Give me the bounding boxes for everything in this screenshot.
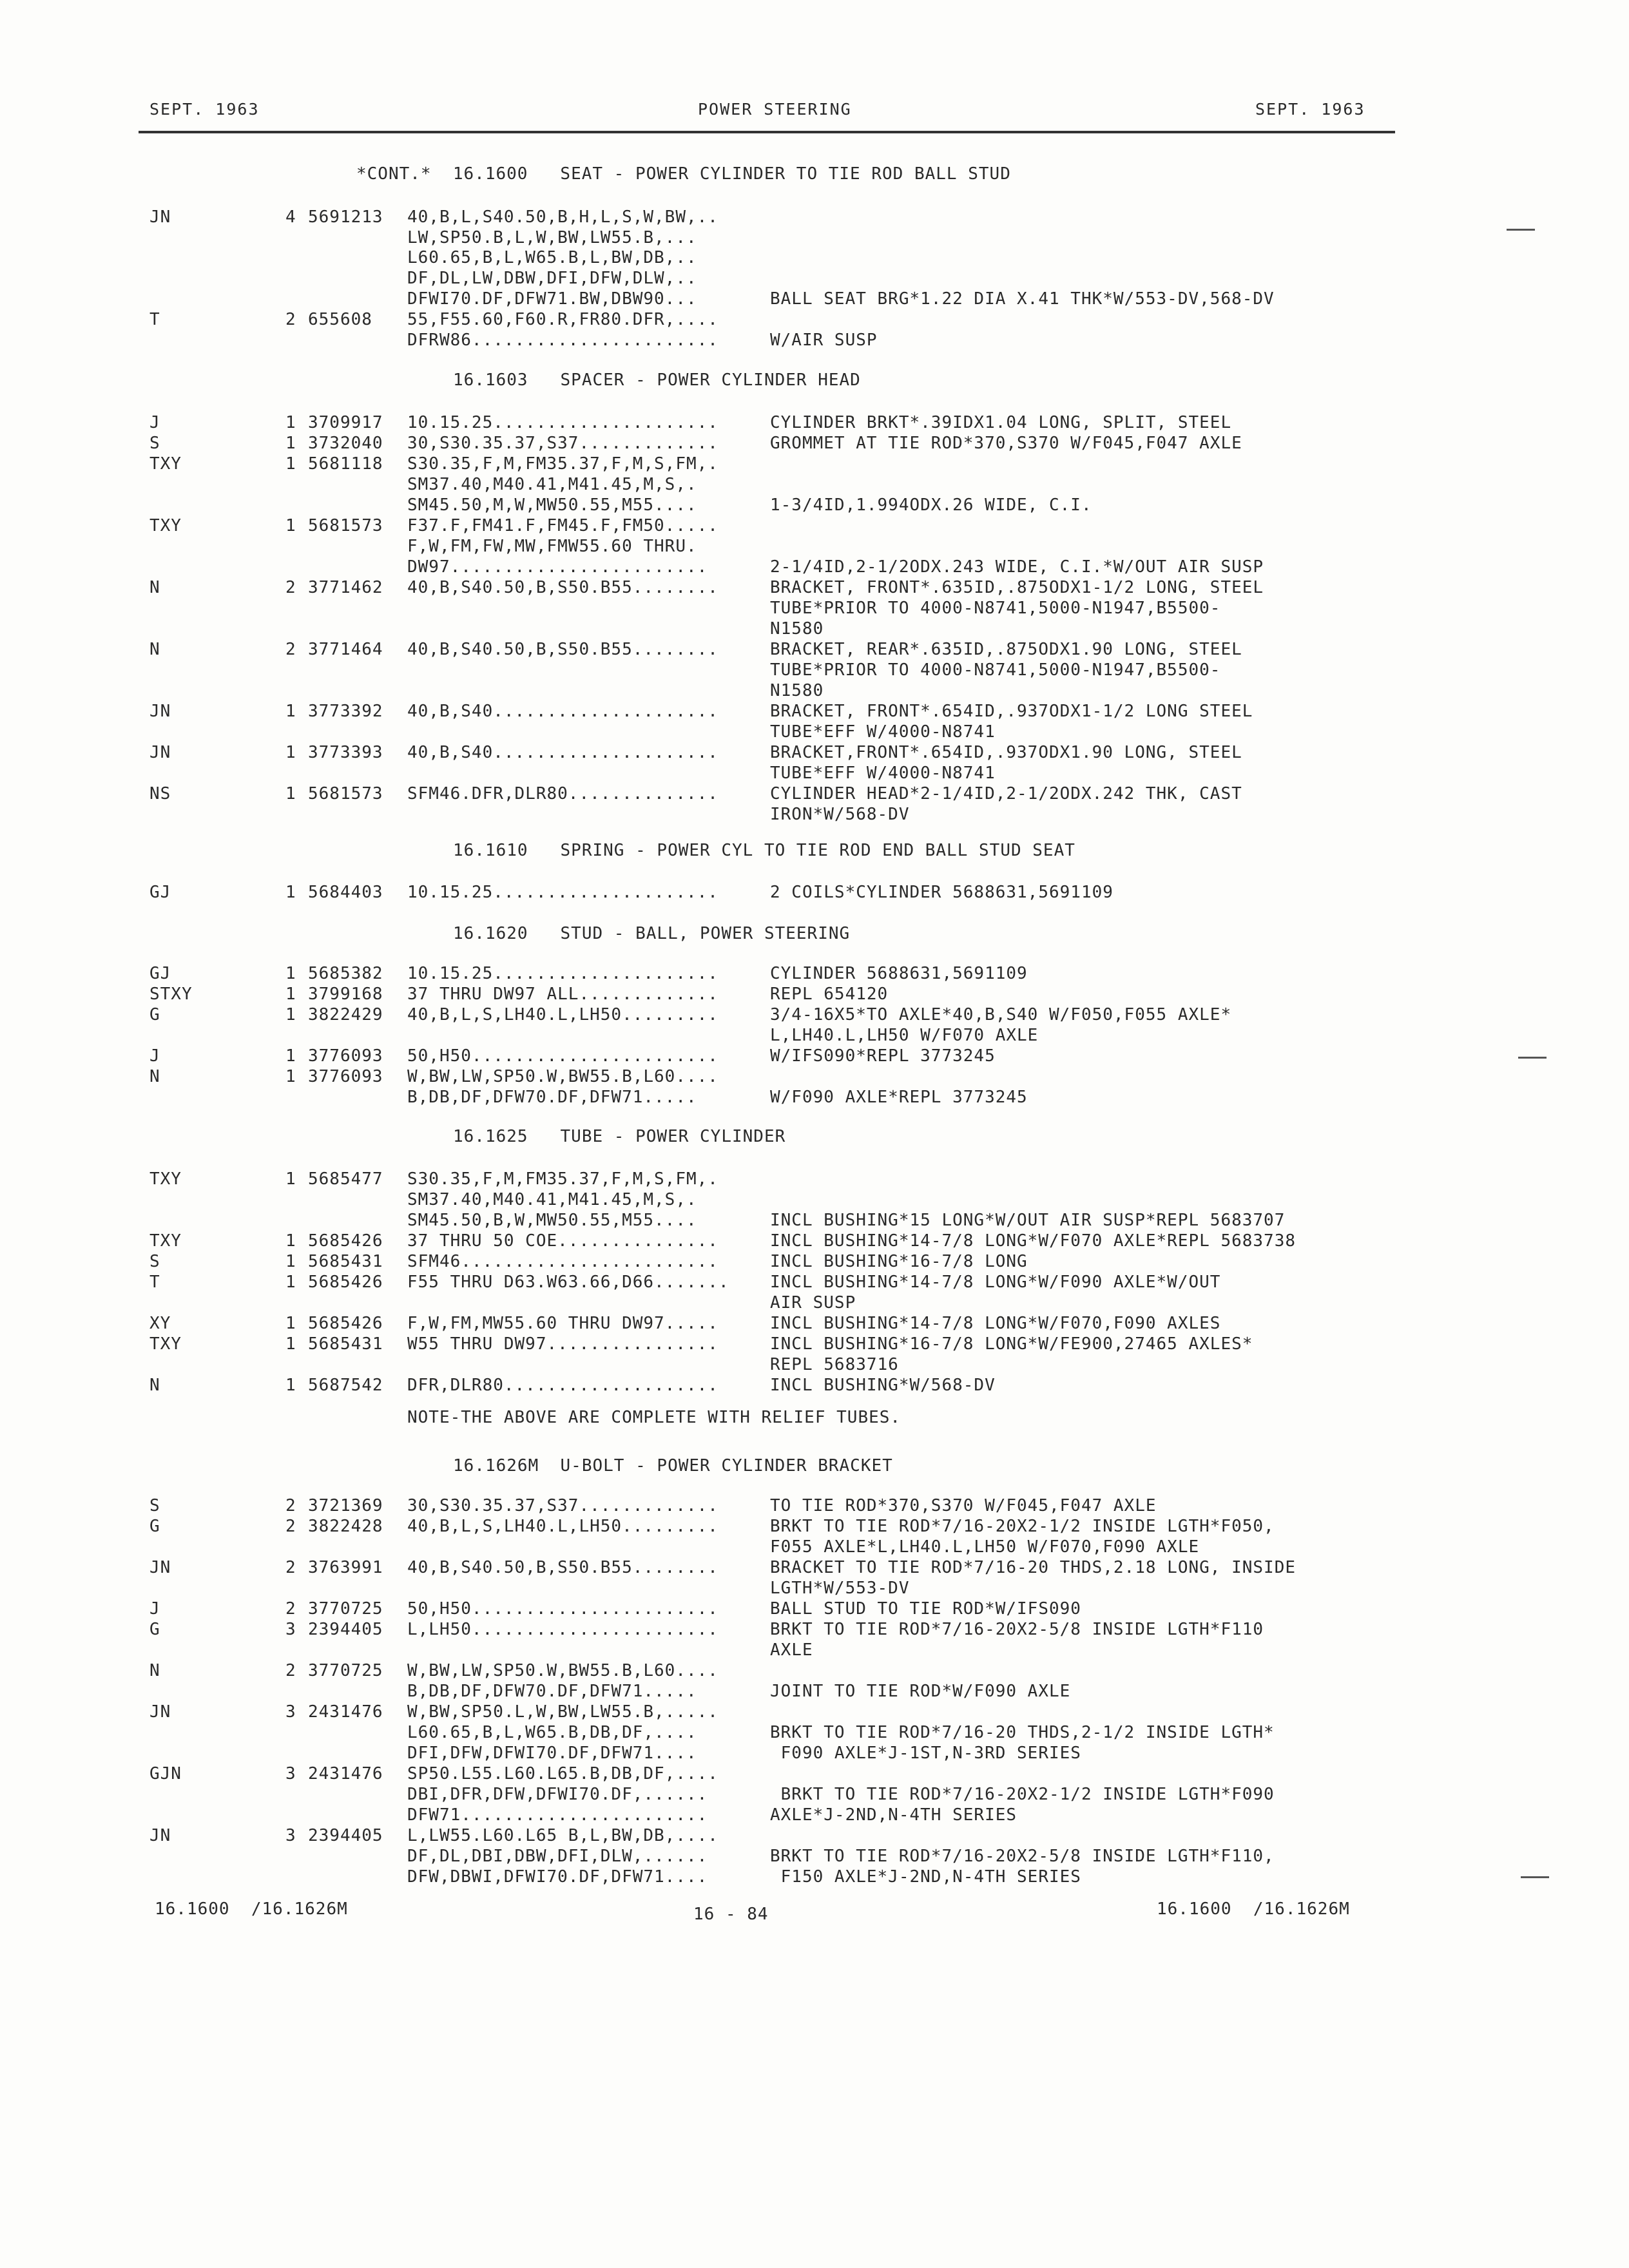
description: BRKT TO TIE ROD*7/16-20X2-5/8 INSIDE LGTH*F110 [770,1620,1264,1639]
part-number: 5684403 [308,883,383,902]
quantity: 1 [285,985,296,1004]
table-row [0,1558,1629,1579]
section-title: 16.1620 STUD - BALL, POWER STEERING [453,924,851,943]
sales-code: JN [149,743,171,762]
table-row [0,1496,1629,1517]
application: SP50.L55.L60.L65.B,DB,DF,.... [407,1764,718,1783]
description: N1580 [770,619,824,639]
quantity: 3 [285,1826,296,1845]
quantity: 2 [285,1496,296,1515]
sales-code: N [149,578,160,597]
sales-code: GJ [149,883,171,902]
section-title: 16.1610 SPRING - POWER CYL TO TIE ROD END BALL STUD SEAT [453,841,1075,860]
description: BALL STUD TO TIE ROD*W/IFS090 [770,1599,1081,1619]
table-row [0,883,1629,903]
description: BRKT TO TIE ROD*7/16-20 THDS,2-1/2 INSIDE LGTH* [770,1723,1275,1742]
application: DFW,DBWI,DFWI70.DF,DFW71.... [407,1867,708,1887]
table-row [0,1537,1629,1558]
footer-right-range: 16.1600 /16.1626M [1157,1899,1350,1919]
section-title: 16.1626M U-BOLT - POWER CYLINDER BRACKET [453,1456,893,1475]
description: BRACKET TO TIE ROD*7/16-20 THDS,2.18 LONG, INSIDE [770,1558,1296,1577]
description: INCL BUSHING*14-7/8 LONG*W/F070,F090 AXLES [770,1314,1221,1333]
part-number: 5681118 [308,454,383,474]
description: INCL BUSHING*15 LONG*W/OUT AIR SUSP*REPL 5683707 [770,1211,1286,1230]
part-number: 3770725 [308,1661,383,1680]
description: CYLINDER HEAD*2-1/4ID,2-1/2ODX.242 THK, CAST [770,784,1242,803]
application: 37 THRU DW97 ALL............. [407,985,718,1004]
application: W,BW,LW,SP50.W,BW55.B,L60.... [407,1067,718,1086]
table-row [0,1847,1629,1867]
quantity: 1 [285,413,296,432]
table-row [0,454,1629,475]
table-row [0,516,1629,537]
quantity: 3 [285,1764,296,1783]
sales-code: NS [149,784,171,803]
application: DFI,DFW,DFWI70.DF,DFW71.... [407,1744,697,1763]
table-row [0,434,1629,454]
description: TUBE*PRIOR TO 4000-N8741,5000-N1947,B5500- [770,660,1221,680]
sales-code: JN [149,1702,171,1722]
description: L,LH40.L,LH50 W/F070 AXLE [770,1026,1039,1045]
quantity: 1 [285,743,296,762]
application: B,DB,DF,DFW70.DF,DFW71..... [407,1088,697,1107]
part-number: 2394405 [308,1620,383,1639]
section-title: 16.1603 SPACER - POWER CYLINDER HEAD [453,370,861,390]
application: 37 THRU 50 COE............... [407,1231,718,1251]
description: 3/4-16X5*TO AXLE*40,B,S40 W/F050,F055 AXLE* [770,1005,1232,1024]
sales-code: JN [149,1826,171,1845]
sales-code: S [149,1496,160,1515]
quantity: 1 [285,1334,296,1354]
sales-code: TXY [149,1231,182,1251]
sales-code: GJ [149,964,171,983]
quantity: 1 [285,883,296,902]
description: CYLINDER 5688631,5691109 [770,964,1028,983]
table-row [0,640,1629,660]
description: IRON*W/568-DV [770,805,910,824]
quantity: 1 [285,1252,296,1271]
part-number: 2394405 [308,1826,383,1845]
description: AIR SUSP [770,1293,856,1312]
table-row [0,1355,1629,1376]
application: 40,B,L,S,LH40.L,LH50......... [407,1005,718,1024]
table-row [0,1682,1629,1702]
table-row [0,1620,1629,1640]
part-number: 3709917 [308,413,383,432]
table-row [0,1702,1629,1723]
table-row [0,228,1629,249]
table-row [0,660,1629,681]
sales-code: JN [149,702,171,721]
table-row [0,1046,1629,1067]
description: W/F090 AXLE*REPL 3773245 [770,1088,1028,1107]
description: BRACKET, FRONT*.654ID,.937ODX1-1/2 LONG STEEL [770,702,1253,721]
description: JOINT TO TIE ROD*W/F090 AXLE [770,1682,1071,1701]
application: S30.35,F,M,FM35.37,F,M,S,FM,. [407,454,718,474]
description: REPL 654120 [770,985,889,1004]
part-number: 5685431 [308,1334,383,1354]
table-row [0,1826,1629,1847]
sales-code: J [149,1599,160,1619]
description: BRKT TO TIE ROD*7/16-20X2-1/2 INSIDE LGTH*F090 [770,1785,1275,1804]
sales-code: TXY [149,1334,182,1354]
description: INCL BUSHING*16-7/8 LONG [770,1252,1028,1271]
table-row [0,1231,1629,1252]
table-row [0,1252,1629,1273]
quantity: 3 [285,1620,296,1639]
application: DBI,DFR,DFW,DFWI70.DF,...... [407,1785,708,1804]
application: 40,B,S40..................... [407,743,718,762]
part-number: 5687542 [308,1376,383,1395]
sales-code: T [149,1273,160,1292]
description: F090 AXLE*J-1ST,N-3RD SERIES [770,1744,1081,1763]
table-row [0,1764,1629,1785]
table-row [0,784,1629,805]
application: 30,S30.35.37,S37............. [407,434,718,453]
quantity: 2 [285,310,296,329]
description: 2-1/4ID,2-1/2ODX.243 WIDE, C.I.*W/OUT AIR SUSP [770,557,1264,577]
quantity: 1 [285,434,296,453]
description: GROMMET AT TIE ROD*370,S370 W/F045,F047 AXLE [770,434,1242,453]
application: DW97........................ [407,557,708,577]
table-row [0,1190,1629,1211]
description: INCL BUSHING*W/568-DV [770,1376,996,1395]
part-number: 3773392 [308,702,383,721]
quantity: 1 [285,784,296,803]
application: 50,H50....................... [407,1046,718,1066]
quantity: 2 [285,1558,296,1577]
description: AXLE*J-2ND,N-4TH SERIES [770,1805,1017,1825]
table-row [0,1169,1629,1190]
application: L,LH50....................... [407,1620,718,1639]
sales-code: J [149,1046,160,1066]
sales-code: S [149,1252,160,1271]
application: 55,F55.60,F60.R,FR80.DFR,.... [407,310,718,329]
quantity: 1 [285,1005,296,1024]
description: INCL BUSHING*16-7/8 LONG*W/FE900,27465 AXLES* [770,1334,1253,1354]
part-number: 2431476 [308,1764,383,1783]
table-row [0,722,1629,743]
application: SM37.40,M40.41,M41.45,M,S,. [407,1190,697,1209]
quantity: 2 [285,1661,296,1680]
footer-left-range: 16.1600 /16.1626M [155,1899,348,1919]
table-row [0,805,1629,825]
application: SFM46.DFR,DLR80.............. [407,784,718,803]
application: SM37.40,M40.41,M41.45,M,S,. [407,475,697,494]
part-number: 5685431 [308,1252,383,1271]
part-number: 3770725 [308,1599,383,1619]
quantity: 1 [285,1046,296,1066]
footer-page-number: 16 - 84 [693,1905,769,1924]
table-row [0,207,1629,228]
table-row [0,619,1629,640]
quantity: 1 [285,1231,296,1251]
header-title: POWER STEERING [698,100,852,119]
margin-tick [1518,1057,1547,1059]
part-number: 5685426 [308,1314,383,1333]
table-row [0,1334,1629,1355]
sales-code: XY [149,1314,171,1333]
table-row [0,964,1629,985]
sales-code: JN [149,207,171,227]
description: N1580 [770,681,824,700]
application: 40,B,S40..................... [407,702,718,721]
sales-code: T [149,310,160,329]
quantity: 2 [285,1517,296,1536]
table-row [0,1211,1629,1231]
table-row [0,1640,1629,1661]
table-row [0,743,1629,764]
description: BRACKET, FRONT*.635ID,.875ODX1-1/2 LONG, STEEL [770,578,1264,597]
description: BRACKET, REAR*.635ID,.875ODX1.90 LONG, STEEL [770,640,1242,659]
application: W,BW,SP50.L,W,BW,LW55.B,..... [407,1702,718,1722]
table-row [0,1088,1629,1108]
part-number: 5681573 [308,784,383,803]
application: B,DB,DF,DFW70.DF,DFW71..... [407,1682,697,1701]
sales-code: N [149,1067,160,1086]
sales-code: S [149,434,160,453]
application: DF,DL,DBI,DBW,DFI,DLW,...... [407,1847,708,1866]
quantity: 2 [285,640,296,659]
application: S30.35,F,M,FM35.37,F,M,S,FM,. [407,1169,718,1189]
table-row [0,1314,1629,1334]
description: AXLE [770,1640,813,1660]
part-number: 5681573 [308,516,383,535]
application: 40,B,S40.50,B,S50.B55........ [407,578,718,597]
table-row [0,310,1629,331]
part-number: 3732040 [308,434,383,453]
table-row [0,269,1629,289]
sales-code: JN [149,1558,171,1577]
table-row [0,599,1629,619]
description: BRKT TO TIE ROD*7/16-20X2-5/8 INSIDE LGTH*F110, [770,1847,1275,1866]
part-number: 5685426 [308,1231,383,1251]
part-number: 5691213 [308,207,383,227]
application: SM45.50,M,W,MW50.55,M55.... [407,495,697,515]
description: 2 COILS*CYLINDER 5688631,5691109 [770,883,1113,902]
description: TUBE*EFF W/4000-N8741 [770,764,996,783]
quantity: 1 [285,702,296,721]
part-number: 3771462 [308,578,383,597]
part-number: 3822428 [308,1517,383,1536]
description: TUBE*EFF W/4000-N8741 [770,722,996,742]
application: DF,DL,LW,DBW,DFI,DFW,DLW,.. [407,269,697,288]
application: 10.15.25..................... [407,964,718,983]
quantity: 3 [285,1702,296,1722]
quantity: 2 [285,1599,296,1619]
relief-tubes-note: NOTE-THE ABOVE ARE COMPLETE WITH RELIEF TUBES. [407,1408,901,1427]
header-left-date: SEPT. 1963 [149,100,260,119]
part-number: 3776093 [308,1046,383,1066]
table-row [0,1293,1629,1314]
application: LW,SP50.B,L,W,BW,LW55.B,... [407,228,697,247]
application: L,LW55.L60.L65 B,L,BW,DB,.... [407,1826,718,1845]
quantity: 2 [285,578,296,597]
table-row [0,1723,1629,1744]
description: INCL BUSHING*14-7/8 LONG*W/F090 AXLE*W/OUT [770,1273,1221,1292]
part-number: 3763991 [308,1558,383,1577]
application: W55 THRU DW97................ [407,1334,718,1354]
part-number: 5685382 [308,964,383,983]
description: TUBE*PRIOR TO 4000-N8741,5000-N1947,B5500- [770,599,1221,618]
application: F,W,FM,FW,MW,FMW55.60 THRU. [407,537,697,556]
table-row [0,248,1629,269]
table-row [0,1026,1629,1046]
description: F150 AXLE*J-2ND,N-4TH SERIES [770,1867,1081,1887]
part-number: 655608 [308,310,372,329]
section-title: *CONT.* 16.1600 SEAT - POWER CYLINDER TO TIE ROD BALL STUD [356,164,1011,184]
application: F37.F,FM41.F,FM45.F,FM50..... [407,516,718,535]
table-row [0,1273,1629,1293]
table-row [0,985,1629,1005]
sales-code: STXY [149,985,193,1004]
application: W,BW,LW,SP50.W,BW55.B,L60.... [407,1661,718,1680]
sales-code: G [149,1620,160,1639]
table-row [0,537,1629,557]
sales-code: J [149,413,160,432]
sales-code: TXY [149,516,182,535]
part-number: 5685426 [308,1273,383,1292]
application: DFR,DLR80.................... [407,1376,718,1395]
application: DFRW86....................... [407,331,718,350]
quantity: 1 [285,964,296,983]
table-row [0,331,1629,351]
description: CYLINDER BRKT*.39IDX1.04 LONG, SPLIT, STEEL [770,413,1232,432]
quantity: 1 [285,1169,296,1189]
table-row [0,1785,1629,1805]
quantity: 1 [285,516,296,535]
sales-code: G [149,1517,160,1536]
description: F055 AXLE*L,LH40.L,LH50 W/F070,F090 AXLE [770,1537,1200,1557]
description: INCL BUSHING*14-7/8 LONG*W/F070 AXLE*REPL 5683738 [770,1231,1296,1251]
application: DFWI70.DF,DFW71.BW,DBW90... [407,289,697,309]
table-row [0,475,1629,495]
quantity: 1 [285,1273,296,1292]
table-row [0,578,1629,599]
table-row [0,1661,1629,1682]
sales-code: TXY [149,1169,182,1189]
application: L60.65,B,L,W65.B,DB,DF,.... [407,1723,697,1742]
application: 40,B,L,S40.50,B,H,L,S,W,BW,.. [407,207,718,227]
part-number: 3776093 [308,1067,383,1086]
header-rule [139,131,1395,133]
table-row [0,1579,1629,1599]
table-row [0,1599,1629,1620]
part-number: 3721369 [308,1496,383,1515]
table-row [0,764,1629,784]
margin-tick [1507,229,1535,231]
sales-code: N [149,640,160,659]
table-row [0,495,1629,516]
part-number: 3771464 [308,640,383,659]
description: LGTH*W/553-DV [770,1579,910,1598]
quantity: 1 [285,1067,296,1086]
description: W/IFS090*REPL 3773245 [770,1046,996,1066]
table-row [0,1376,1629,1396]
sales-code: N [149,1376,160,1395]
table-row [0,702,1629,722]
application: SM45.50,B,W,MW50.55,M55.... [407,1211,697,1230]
application: 40,B,L,S,LH40.L,LH50......... [407,1517,718,1536]
table-row [0,1517,1629,1537]
quantity: 4 [285,207,296,227]
part-number: 2431476 [308,1702,383,1722]
application: SFM46........................ [407,1252,718,1271]
table-row [0,681,1629,702]
application: 10.15.25..................... [407,883,718,902]
description: BALL SEAT BRG*1.22 DIA X.41 THK*W/553-DV,568-DV [770,289,1275,309]
section-title: 16.1625 TUBE - POWER CYLINDER [453,1127,786,1146]
application: 30,S30.35.37,S37............. [407,1496,718,1515]
margin-tick [1521,1876,1549,1878]
header-right-date: SEPT. 1963 [1255,100,1365,119]
description: REPL 5683716 [770,1355,899,1374]
application: 40,B,S40.50,B,S50.B55........ [407,640,718,659]
application: 40,B,S40.50,B,S50.B55........ [407,1558,718,1577]
application: DFW71....................... [407,1805,708,1825]
sales-code: TXY [149,454,182,474]
sales-code: GJN [149,1764,182,1783]
table-row [0,1067,1629,1088]
quantity: 1 [285,1376,296,1395]
sales-code: N [149,1661,160,1680]
description: W/AIR SUSP [770,331,878,350]
description: 1-3/4ID,1.994ODX.26 WIDE, C.I. [770,495,1092,515]
table-row [0,557,1629,578]
sales-code: G [149,1005,160,1024]
part-number: 3773393 [308,743,383,762]
table-row [0,1805,1629,1826]
table-row [0,1867,1629,1888]
table-row [0,413,1629,434]
description: BRKT TO TIE ROD*7/16-20X2-1/2 INSIDE LGTH*F050, [770,1517,1275,1536]
application: L60.65,B,L,W65.B,L,BW,DB,.. [407,248,697,267]
part-number: 3822429 [308,1005,383,1024]
application: 10.15.25..................... [407,413,718,432]
part-number: 3799168 [308,985,383,1004]
part-number: 5685477 [308,1169,383,1189]
quantity: 1 [285,1314,296,1333]
table-row [0,289,1629,310]
description: TO TIE ROD*370,S370 W/F045,F047 AXLE [770,1496,1157,1515]
quantity: 1 [285,454,296,474]
application: 50,H50....................... [407,1599,718,1619]
description: BRACKET,FRONT*.654ID,.937ODX1.90 LONG, STEEL [770,743,1242,762]
table-row [0,1744,1629,1764]
application: F55 THRU D63.W63.66,D66....... [407,1273,729,1292]
application: F,W,FM,MW55.60 THRU DW97..... [407,1314,718,1333]
table-row [0,1005,1629,1026]
